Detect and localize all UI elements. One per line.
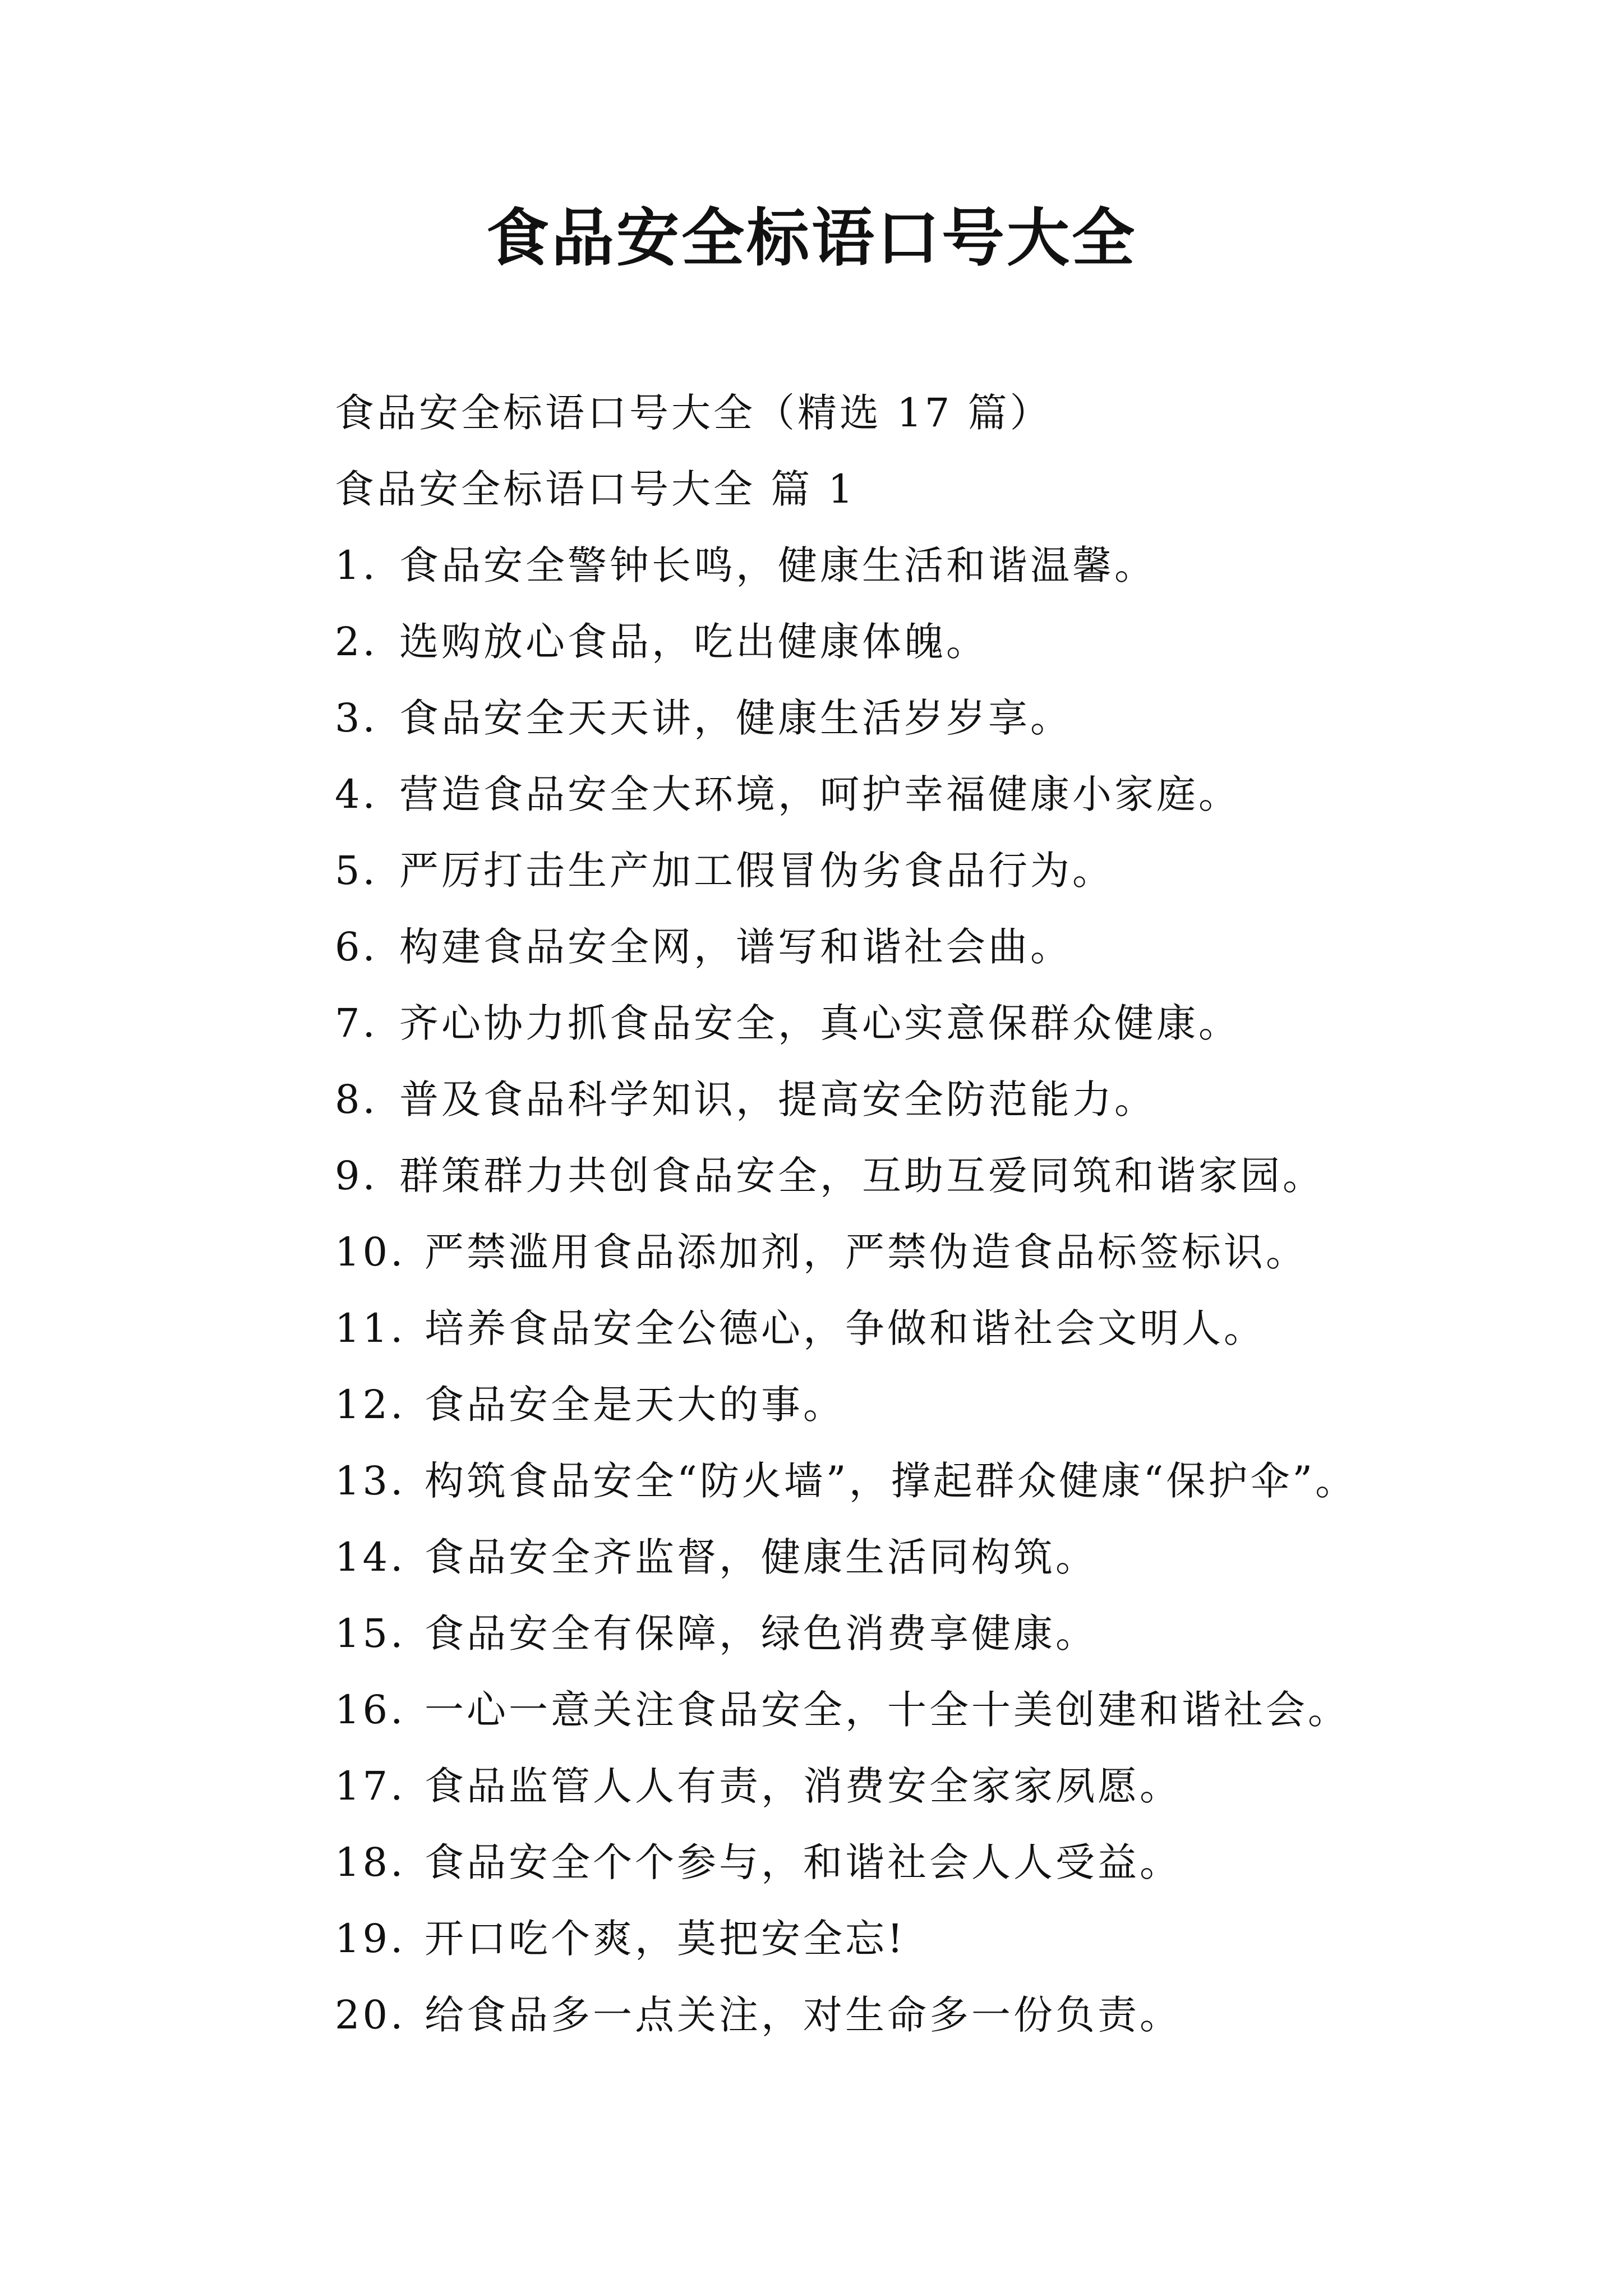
list-item xyxy=(335,1138,1541,1214)
list-item-text: 食品安全天天讲，健康生活岁岁享。 xyxy=(399,695,1072,741)
list-item xyxy=(335,680,1541,756)
list-item-number: 3. xyxy=(335,695,378,741)
list-item-text: 食品安全齐监督，健康生活同构筑。 xyxy=(425,1534,1098,1580)
list-item xyxy=(335,1672,1541,1748)
list-item-text: 齐心协力抓食品安全，真心实意保群众健康。 xyxy=(399,1000,1241,1046)
list-item-number: 19. xyxy=(335,1916,406,1962)
list-item-number: 18. xyxy=(335,1839,406,1885)
section-heading: 食品安全标语口号大全 篇 1 xyxy=(335,466,856,512)
list-item-number: 5. xyxy=(335,848,378,894)
list-item xyxy=(335,985,1541,1061)
list-item xyxy=(335,1061,1541,1138)
list-item xyxy=(335,1290,1541,1366)
list-item-number: 4. xyxy=(335,771,378,817)
list-item-text: 食品监管人人有责，消费安全家家夙愿。 xyxy=(425,1763,1182,1809)
list-item-number: 20. xyxy=(335,1992,406,2038)
list-item xyxy=(335,1824,1541,1901)
list-item-number: 10. xyxy=(335,1229,406,1275)
list-item-text: 食品安全有保障，绿色消费享健康。 xyxy=(425,1611,1098,1657)
list-item-text: 营造食品安全大环境，呵护幸福健康小家庭。 xyxy=(399,771,1241,817)
document-title: 食品安全标语口号大全 xyxy=(486,201,1137,275)
list-item-text: 严禁滥用食品添加剂，严禁伪造食品标签标识。 xyxy=(425,1229,1308,1275)
list-item xyxy=(335,604,1541,680)
list-item-number: 16. xyxy=(335,1687,406,1733)
list-item xyxy=(335,1214,1541,1290)
list-item-number: 11. xyxy=(335,1305,406,1351)
list-item-number: 17. xyxy=(335,1763,406,1809)
list-item xyxy=(335,1977,1541,2053)
list-item-number: 7. xyxy=(335,1000,378,1046)
list-item-text: 食品安全是天大的事。 xyxy=(425,1382,845,1428)
list-item-number: 8. xyxy=(335,1076,378,1122)
list-item xyxy=(335,1366,1541,1443)
list-item xyxy=(335,1901,1541,1977)
list-item-text: 普及食品科学知识，提高安全防范能力。 xyxy=(399,1076,1156,1122)
list-item xyxy=(335,832,1541,909)
list-item-text: 食品安全个个参与，和谐社会人人受益。 xyxy=(425,1839,1182,1885)
list-item xyxy=(335,756,1541,832)
list-item xyxy=(335,1519,1541,1595)
list-item-text: 严厉打击生产加工假冒伪劣食品行为。 xyxy=(399,848,1114,894)
list-item xyxy=(335,909,1541,985)
list-item-text: 培养食品安全公德心，争做和谐社会文明人。 xyxy=(425,1305,1266,1351)
list-item-text: 选购放心食品，吃出健康体魄。 xyxy=(399,619,988,665)
list-item-number: 15. xyxy=(335,1611,406,1657)
list-item-number: 6. xyxy=(335,924,378,970)
list-item-number: 2. xyxy=(335,619,378,665)
document-subtitle: 食品安全标语口号大全（精选 17 篇） xyxy=(335,390,1052,436)
list-item xyxy=(335,1443,1541,1519)
list-item-text: 食品安全警钟长鸣，健康生活和谐温馨。 xyxy=(399,542,1156,588)
list-item-text: 构建食品安全网，谱写和谐社会曲。 xyxy=(399,924,1072,970)
list-item-text: 群策群力共创食品安全，互助互爱同筑和谐家园。 xyxy=(399,1153,1325,1199)
list-item-number: 12. xyxy=(335,1382,406,1428)
document-body xyxy=(335,375,1541,2053)
list-item-text: 构筑食品安全“防火墙”，撑起群众健康“保护伞”。 xyxy=(425,1458,1358,1504)
list-item-number: 9. xyxy=(335,1153,378,1199)
list-item-text: 给食品多一点关注，对生命多一份负责。 xyxy=(425,1992,1182,2038)
list-item-text: 一心一意关注食品安全，十全十美创建和谐社会。 xyxy=(425,1687,1350,1733)
list-item-text: 开口吃个爽，莫把安全忘! xyxy=(425,1916,906,1962)
list-item-number: 13. xyxy=(335,1458,406,1504)
list-item xyxy=(335,527,1541,604)
list-item xyxy=(335,1595,1541,1672)
list-item-number: 1. xyxy=(335,542,378,588)
list-item-number: 14. xyxy=(335,1534,406,1580)
list-item xyxy=(335,1748,1541,1824)
